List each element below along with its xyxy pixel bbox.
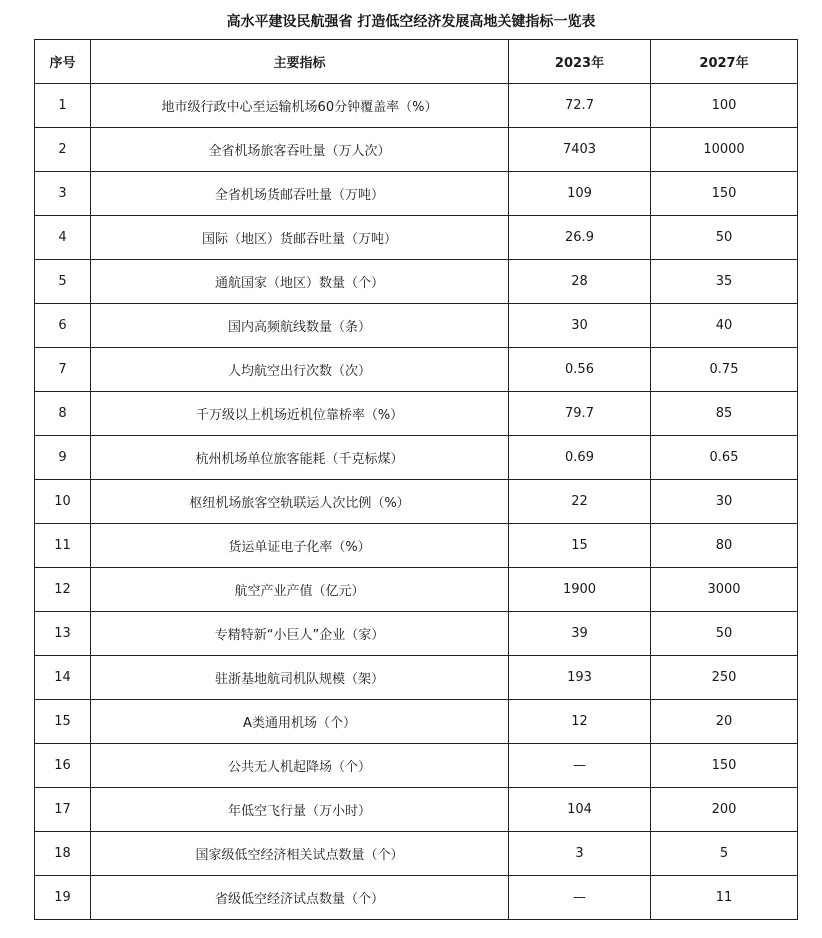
row-indicator: 地市级行政中心至运输机场60分钟覆盖率（%）	[91, 84, 509, 128]
row-value-2027: 85	[651, 392, 798, 436]
header-year-2023: 2023年	[509, 40, 651, 84]
row-index: 17	[35, 788, 91, 832]
row-indicator: A类通用机场（个）	[91, 700, 509, 744]
row-indicator: 千万级以上机场近机位靠桥率（%）	[91, 392, 509, 436]
row-index: 11	[35, 524, 91, 568]
row-index: 12	[35, 568, 91, 612]
row-value-2023: 12	[509, 700, 651, 744]
row-indicator: 全省机场旅客吞吐量（万人次）	[91, 128, 509, 172]
row-value-2023: 193	[509, 656, 651, 700]
table-row	[35, 700, 798, 744]
row-indicator: 货运单证电子化率（%）	[91, 524, 509, 568]
table-row	[35, 436, 798, 480]
row-indicator: 公共无人机起降场（个）	[91, 744, 509, 788]
row-value-2027: 20	[651, 700, 798, 744]
indicator-table	[34, 39, 798, 920]
row-value-2027: 30	[651, 480, 798, 524]
row-index: 3	[35, 172, 91, 216]
row-indicator: 人均航空出行次数（次）	[91, 348, 509, 392]
row-value-2027: 250	[651, 656, 798, 700]
row-indicator: 国内高频航线数量（条）	[91, 304, 509, 348]
row-index: 13	[35, 612, 91, 656]
row-value-2027: 40	[651, 304, 798, 348]
row-value-2023: —	[509, 876, 651, 920]
table-row	[35, 656, 798, 700]
table-header	[35, 40, 798, 84]
table-row	[35, 392, 798, 436]
table-row	[35, 524, 798, 568]
row-value-2027: 0.65	[651, 436, 798, 480]
row-index: 19	[35, 876, 91, 920]
row-value-2023: 1900	[509, 568, 651, 612]
row-value-2027: 3000	[651, 568, 798, 612]
row-value-2023: 109	[509, 172, 651, 216]
row-value-2023: 0.69	[509, 436, 651, 480]
row-value-2023: 72.7	[509, 84, 651, 128]
row-index: 18	[35, 832, 91, 876]
table-row	[35, 84, 798, 128]
row-value-2027: 5	[651, 832, 798, 876]
table-row	[35, 876, 798, 920]
row-value-2023: 39	[509, 612, 651, 656]
document-title: 高水平建设民航强省 打造低空经济发展高地关键指标一览表	[226, 14, 596, 30]
table-row	[35, 172, 798, 216]
row-index: 14	[35, 656, 91, 700]
row-value-2023: 79.7	[509, 392, 651, 436]
row-indicator: 杭州机场单位旅客能耗（千克标煤）	[91, 436, 509, 480]
row-index: 7	[35, 348, 91, 392]
row-indicator: 航空产业产值（亿元）	[91, 568, 509, 612]
table-row	[35, 744, 798, 788]
header-index: 序号	[35, 40, 91, 84]
header-year-2027: 2027年	[651, 40, 798, 84]
table-row	[35, 480, 798, 524]
row-value-2027: 10000	[651, 128, 798, 172]
row-index: 16	[35, 744, 91, 788]
row-index: 9	[35, 436, 91, 480]
table-row	[35, 216, 798, 260]
row-value-2023: 30	[509, 304, 651, 348]
row-value-2027: 80	[651, 524, 798, 568]
row-value-2027: 200	[651, 788, 798, 832]
row-value-2023: —	[509, 744, 651, 788]
row-indicator: 省级低空经济试点数量（个）	[91, 876, 509, 920]
table-row	[35, 612, 798, 656]
table-row	[35, 260, 798, 304]
row-index: 15	[35, 700, 91, 744]
row-indicator: 专精特新“小巨人”企业（家）	[91, 612, 509, 656]
row-value-2027: 150	[651, 744, 798, 788]
row-indicator: 全省机场货邮吞吐量（万吨）	[91, 172, 509, 216]
row-value-2027: 50	[651, 216, 798, 260]
table-row	[35, 788, 798, 832]
row-value-2023: 3	[509, 832, 651, 876]
row-value-2023: 22	[509, 480, 651, 524]
row-index: 4	[35, 216, 91, 260]
table-row	[35, 832, 798, 876]
row-indicator: 国际（地区）货邮吞吐量（万吨）	[91, 216, 509, 260]
row-index: 6	[35, 304, 91, 348]
row-index: 5	[35, 260, 91, 304]
row-index: 10	[35, 480, 91, 524]
row-index: 1	[35, 84, 91, 128]
header-row	[35, 40, 798, 84]
row-value-2027: 150	[651, 172, 798, 216]
row-value-2027: 11	[651, 876, 798, 920]
row-value-2027: 50	[651, 612, 798, 656]
row-index: 2	[35, 128, 91, 172]
table-row	[35, 348, 798, 392]
row-value-2023: 15	[509, 524, 651, 568]
header-indicator: 主要指标	[91, 40, 509, 84]
table-body	[35, 84, 798, 920]
row-index: 8	[35, 392, 91, 436]
row-indicator: 枢纽机场旅客空轨联运人次比例（%）	[91, 480, 509, 524]
table-row	[35, 128, 798, 172]
row-value-2023: 28	[509, 260, 651, 304]
row-value-2023: 104	[509, 788, 651, 832]
row-indicator: 年低空飞行量（万小时）	[91, 788, 509, 832]
row-value-2023: 26.9	[509, 216, 651, 260]
row-value-2027: 100	[651, 84, 798, 128]
row-indicator: 驻浙基地航司机队规模（架）	[91, 656, 509, 700]
table-row	[35, 304, 798, 348]
table-row	[35, 568, 798, 612]
row-value-2023: 7403	[509, 128, 651, 172]
row-indicator: 国家级低空经济相关试点数量（个）	[91, 832, 509, 876]
row-value-2027: 35	[651, 260, 798, 304]
row-value-2023: 0.56	[509, 348, 651, 392]
row-indicator: 通航国家（地区）数量（个）	[91, 260, 509, 304]
row-value-2027: 0.75	[651, 348, 798, 392]
